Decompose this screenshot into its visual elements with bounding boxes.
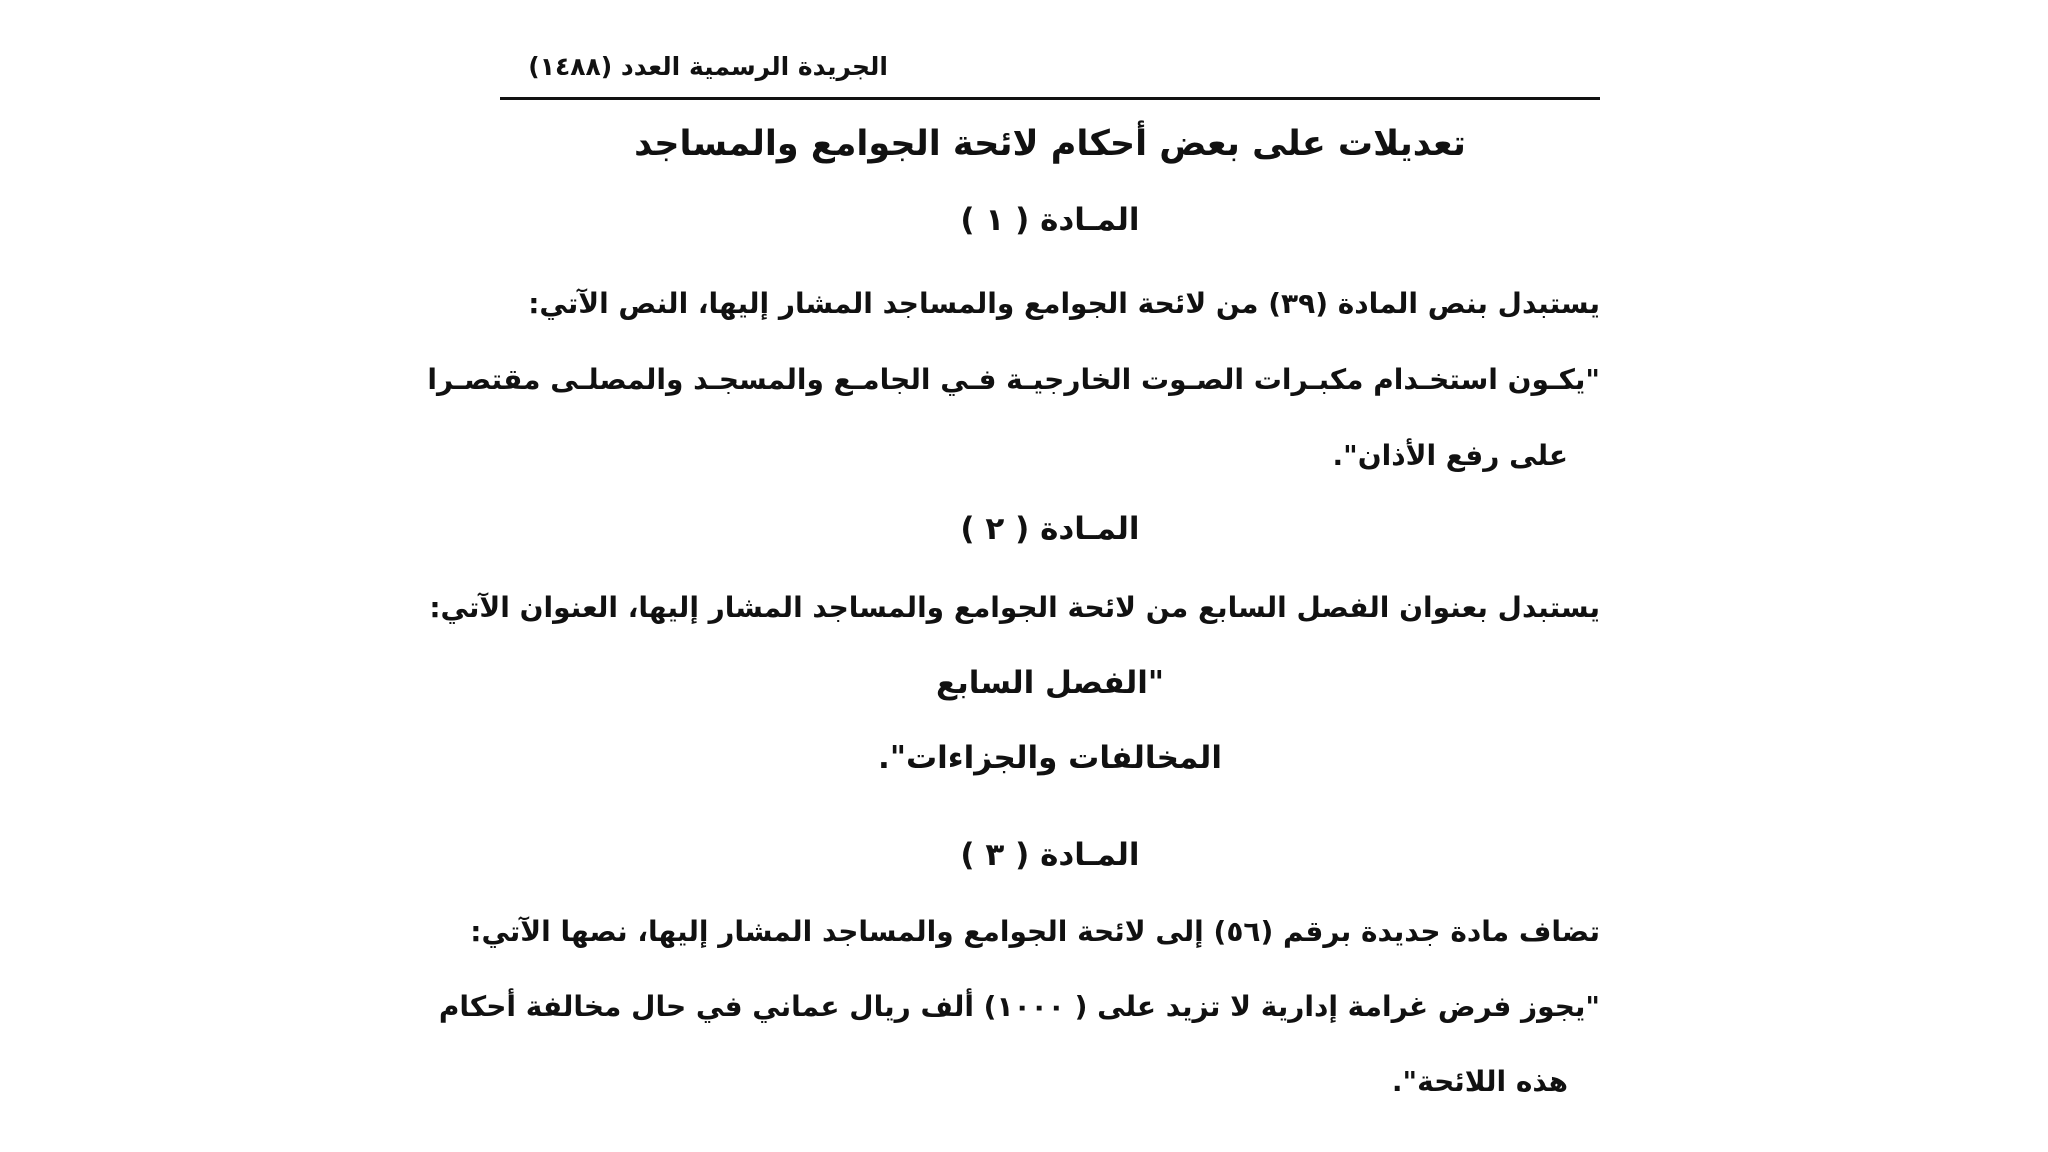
- article-2-chapter-number: "الفصل السابع: [935, 665, 1164, 701]
- header-divider: [500, 97, 1600, 100]
- running-header: الجريدة الرسمية العدد (١٤٨٨): [528, 52, 888, 81]
- article-1-intro: يستبدل بنص المادة (٣٩) من لائحة الجوامع والمساجد المشار إليها، النص الآتي:: [528, 287, 1600, 320]
- article-2-intro: يستبدل بعنوان الفصل السابع من لائحة الجوامع والمساجد المشار إليها، العنوان الآتي:: [429, 591, 1600, 624]
- article-1-quote-line-1: "يكـون استخـدام مكبـرات الصـوت الخارجيـة فـي الجامـع والمسجـد والمصلـى مقتصـرا: [427, 363, 1600, 396]
- article-1-quote-line-2: على رفع الأذان".: [1332, 439, 1568, 472]
- article-1-heading: المـادة ( ١ ): [960, 202, 1140, 238]
- article-3-quote-line-2: هذه اللائحة".: [1391, 1065, 1568, 1098]
- document-title: تعديلات على بعض أحكام لائحة الجوامع والمساجد: [634, 124, 1466, 164]
- article-3-intro: تضاف مادة جديدة برقم (٥٦) إلى لائحة الجوامع والمساجد المشار إليها، نصها الآتي:: [470, 915, 1600, 948]
- article-2-chapter-title: المخالفات والجزاءات".: [878, 740, 1222, 776]
- article-3-heading: المـادة ( ٣ ): [960, 837, 1140, 873]
- article-2-heading: المـادة ( ٢ ): [960, 511, 1140, 547]
- article-3-quote-line-1: "يجوز فرض غرامة إدارية لا تزيد على ( ١٠٠٠) ألف ريال عماني في حال مخالفة أحكام: [438, 990, 1600, 1023]
